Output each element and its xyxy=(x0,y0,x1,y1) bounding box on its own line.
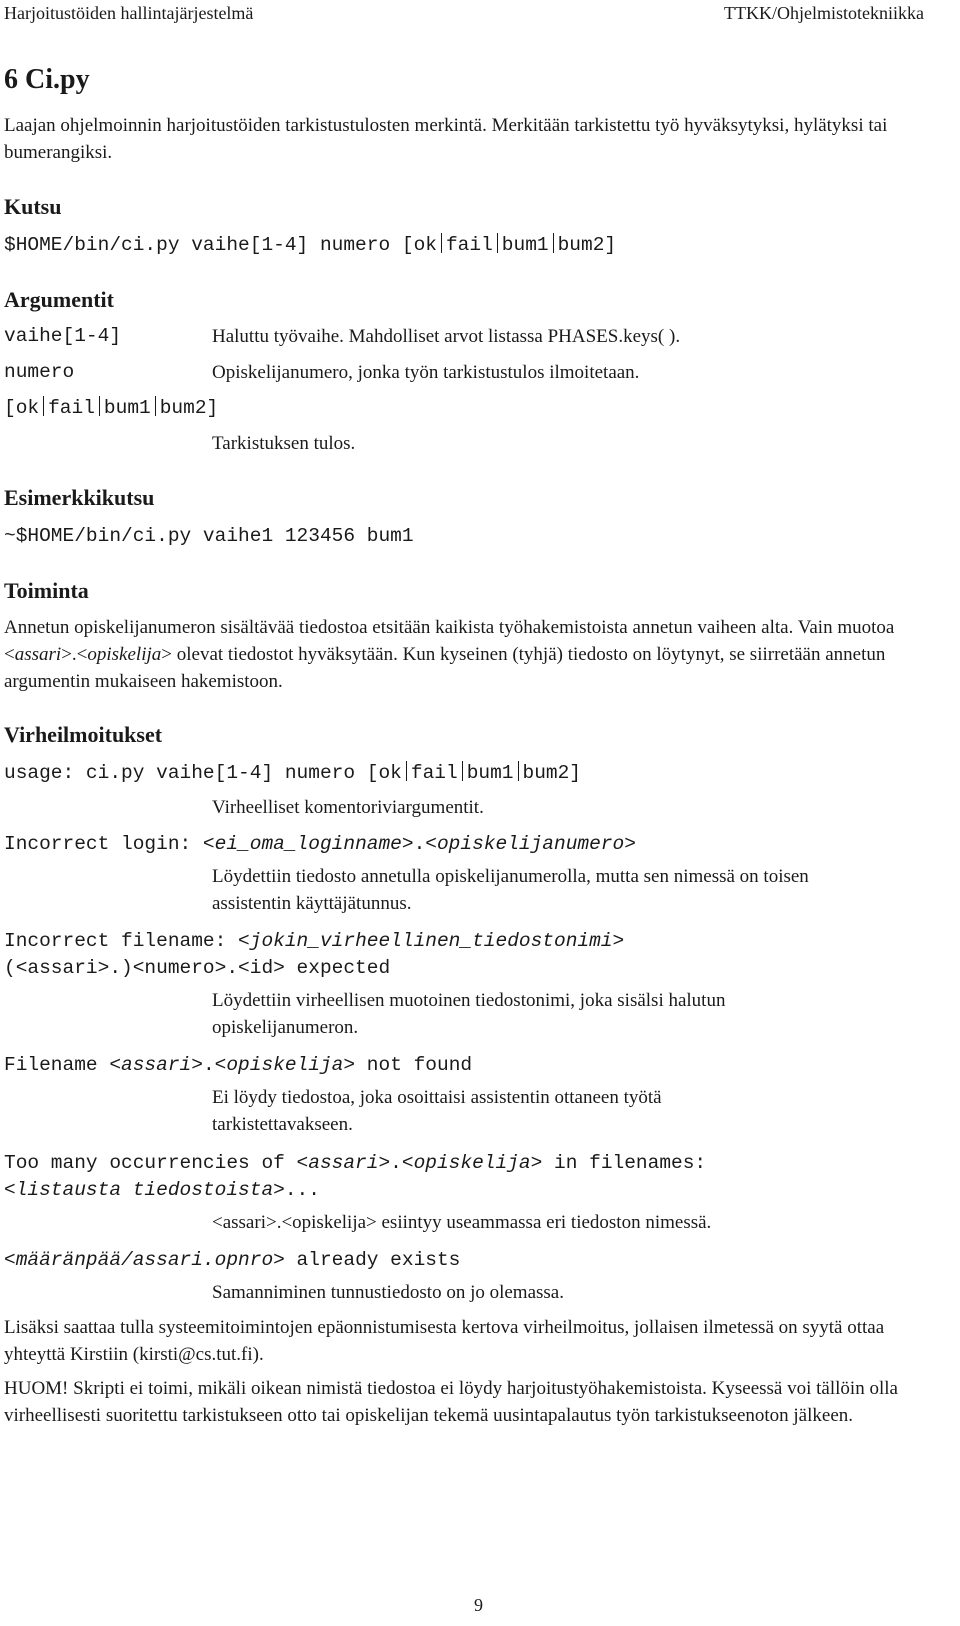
error-already-exists: <määränpää/assari.opnro> already exists xyxy=(4,1249,461,1271)
error-too-many-occurrences-desc: <assari>.<opiskelija> esiintyy useammassa eri tiedoston nimessä. xyxy=(212,1212,712,1233)
pipe-separator xyxy=(406,761,407,781)
error-filename-not-found: Filename <assari>.<opiskelija> not found xyxy=(4,1054,473,1076)
kutsu-cmd-bum2: bum2] xyxy=(557,234,617,256)
huom-paragraph: HUOM! Skripti ei toimi, mikäli oikean nimistä tiedostoa ei löydy harjoitustyöhakemistoista. Kyseessä voi tällöin olla virheellisesti suoritettu tarkistukseen otto tai opiskelijan tekemä uusintapalautus työn tarkistukseenoton jälkeen. xyxy=(4,1378,898,1426)
error-too-many-occurrences-line2: <listausta tiedostoista>... xyxy=(4,1179,320,1201)
arg-tulos-name: [ok fail bum1 bum2] xyxy=(4,397,219,419)
pipe-separator xyxy=(497,233,498,253)
arg-vaihe-name: vaihe[1-4] xyxy=(4,325,122,347)
arg-numero-name: numero xyxy=(4,361,75,383)
error-already-exists-desc: Samanniminen tunnustiedosto on jo olemassa. xyxy=(212,1282,564,1303)
pipe-separator xyxy=(441,233,442,253)
arg-numero-desc: Opiskelijanumero, jonka työn tarkistustulos ilmoitetaan. xyxy=(212,362,640,383)
lisaksi-paragraph: Lisäksi saattaa tulla systeemitoimintojen epäonnistumisesta kertova virheilmoitus, jollaisen ilmetessä on syytä ottaa yhteyttä Kirstiin (kirsti@cs.tut.fi). xyxy=(4,1317,885,1365)
pipe-separator xyxy=(553,233,554,253)
error-incorrect-login: Incorrect login: <ei_oma_loginname>.<opiskelijanumero> xyxy=(4,833,636,855)
error-usage: usage: ci.py vaihe[1-4] numero [ok fail bum1 bum2] xyxy=(4,762,582,784)
error-incorrect-filename-line2: (<assari>.)<numero>.<id> expected xyxy=(4,957,391,979)
intro-paragraph: Laajan ohjelmoinnin harjoitustöiden tarkistustulosten merkintä. Merkitään tarkistettu työ hyväksytyksi, hylätyksi tai bumerangiksi. xyxy=(4,115,888,163)
pipe-separator xyxy=(462,761,463,781)
arg-vaihe-desc: Haluttu työvaihe. Mahdolliset arvot listassa PHASES.keys( ). xyxy=(212,326,681,347)
toiminta-paragraph: Annetun opiskelijanumeron sisältävää tiedostoa etsitään kaikista työhakemistoista annetun vaiheen alta. Vain muotoa <assari>.<opiskelija> olevat tiedostot hyväksytään. Kun kyseinen (tyhjä) tiedosto on löytynyt, se siirretään annetun argumentin mukaiseen hakemistoon. xyxy=(4,617,895,692)
running-header-right: TTKK/Ohjelmistotekniikka xyxy=(724,3,924,23)
arg-tulos-desc: Tarkistuksen tulos. xyxy=(212,433,356,454)
kutsu-cmd-bum1: bum1 xyxy=(501,234,549,256)
error-incorrect-login-desc: Löydettiin tiedosto annetulla opiskelijanumerolla, mutta sen nimessä on toisen assistentin käyttäjätunnus. xyxy=(212,866,809,914)
section-title: 6 Ci.py xyxy=(4,64,90,95)
virheilmoitukset-heading: Virheilmoitukset xyxy=(4,722,163,747)
running-header-left: Harjoitustöiden hallintajärjestelmä xyxy=(4,3,254,23)
page-number: 9 xyxy=(474,1595,483,1615)
pipe-separator xyxy=(155,396,156,416)
pipe-separator xyxy=(99,396,100,416)
kutsu-cmd-fail: fail xyxy=(445,234,493,256)
error-incorrect-filename: Incorrect filename: <jokin_virheellinen_tiedostonimi> xyxy=(4,930,625,952)
error-too-many-occurrences: Too many occurrencies of <assari>.<opiskelija> in filenames: xyxy=(4,1152,707,1174)
toiminta-heading: Toiminta xyxy=(4,578,89,603)
kutsu-cmd-prefix: $HOME/bin/ci.py vaihe[1-4] numero [ok xyxy=(4,234,437,256)
kutsu-command xyxy=(4,232,616,259)
error-filename-not-found-desc: Ei löydy tiedostoa, joka osoittaisi assistentin ottaneen työtä tarkistettavakseen. xyxy=(212,1087,662,1135)
pipe-separator xyxy=(43,396,44,416)
esimerkki-heading: Esimerkkikutsu xyxy=(4,485,155,510)
error-usage-desc: Virheelliset komentoriviargumentit. xyxy=(212,797,484,818)
pipe-separator xyxy=(518,761,519,781)
argumentit-heading: Argumentit xyxy=(4,287,114,312)
esimerkki-command: ~$HOME/bin/ci.py vaihe1 123456 bum1 xyxy=(4,525,414,547)
kutsu-heading: Kutsu xyxy=(4,194,62,219)
error-incorrect-filename-desc: Löydettiin virheellisen muotoinen tiedostonimi, joka sisälsi halutun opiskelijanumeron. xyxy=(212,990,726,1038)
